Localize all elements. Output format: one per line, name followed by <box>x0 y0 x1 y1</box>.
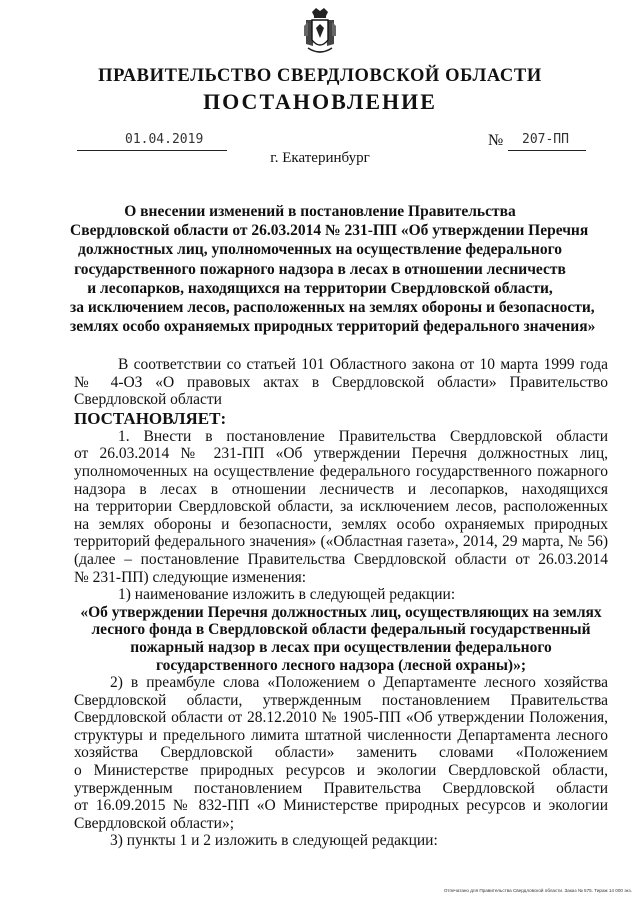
coat-of-arms-icon <box>300 6 340 56</box>
title-line: О внесении изменений в постановление Правительства <box>124 203 516 220</box>
subitem-2-line: Свердловской области»; <box>74 814 235 832</box>
document-type: ПОСТАНОВЛЕНИЕ <box>203 89 437 114</box>
subitem-2-line: о Министерстве природных ресурсов и экологии Свердловской области, <box>74 762 608 780</box>
document-number: 207-ПП <box>522 132 569 147</box>
title-line: землях особо охраняемых природных территорий федерального значения» <box>70 318 596 336</box>
title-line: государственного пожарного надзора в лесах в отношении лесничеств <box>74 260 566 278</box>
title-line: и лесопарков, находящихся на территории Свердловской области, <box>87 279 553 297</box>
number-sign: № <box>488 132 504 149</box>
subitem-1: 1) наименование изложить в следующей редакции: <box>118 586 456 604</box>
subitem-3: 3) пункты 1 и 2 изложить в следующей редакции: <box>110 832 438 850</box>
quote-line: государственного лесного надзора (лесной охраны)»; <box>155 656 527 674</box>
subitem-2-line: от 16.09.2015 № 832-ПП «О Министерстве природных ресурсов и экологии <box>74 797 608 815</box>
subitem-2-line: утвержденным постановлением Правительства Свердловской области <box>74 779 608 797</box>
quote-line: лесного фонда в Свердловской области федеральный государственный <box>91 621 591 639</box>
paragraph-line: на территории Свердловской области, за исключением лесов, расположенных <box>74 498 608 516</box>
paragraph-line: № 231-ПП) следующие изменения: <box>74 568 307 586</box>
title-line: Свердловской области от 26.03.2014 № 231-ПП «Об утверждении Перечня <box>70 222 589 240</box>
paragraph-line: от 26.03.2014 № 231-ПП «Об утверждении Перечня должностных лиц, <box>74 445 608 463</box>
paragraph-line: 1. Внести в постановление Правительства Свердловской области <box>118 427 608 445</box>
government-name: ПРАВИТЕЛЬСТВО СВЕРДЛОВСКОЙ ОБЛАСТИ <box>98 66 542 86</box>
intro-line: № 4-ОЗ «О правовых актах в Свердловской области» Правительство <box>74 373 608 391</box>
city: г. Екатеринбург <box>270 150 370 166</box>
subitem-2-line: хозяйства Свердловской области» заменить словами «Положением <box>74 744 608 762</box>
paragraph-line: (далее – постановление Правительства Свердловской области от 26.03.2014 <box>74 550 608 568</box>
resolves-heading: ПОСТАНОВЛЯЕТ: <box>74 408 227 428</box>
title-line: должностных лиц, уполномоченных на осуществление федерального <box>77 241 563 259</box>
subitem-2-line: структуры и предельного лимита штатной численности Департамента лесного <box>74 726 608 744</box>
subitem-2-line: Свердловской области от 28.12.2010 № 1905-ПП «Об утверждении Положения, <box>74 709 608 727</box>
paragraph-line: надзора в лесах в отношении лесничеств и лесопарков, находящихся <box>74 480 608 498</box>
quote-line: пожарный надзор в лесах при осуществлении федерального <box>130 638 552 656</box>
document-title <box>70 202 596 336</box>
quote-line: «Об утверждении Перечня должностных лиц, осуществляющих на землях <box>80 603 602 621</box>
document-date: 01.04.2019 <box>125 132 204 147</box>
paragraph-line: на землях обороны и безопасности, землях особо охраняемых природных <box>74 515 608 533</box>
print-footer: Отпечатано для Правительства Свердловской области. Заказ № 575. Тираж 14 000 экз. <box>443 888 632 893</box>
paragraph-line: территорий федерального значения» («Областная газета», 2014, 29 марта, № 56) <box>74 533 608 551</box>
title-line: за исключением лесов, расположенных на землях обороны и безопасности, <box>70 299 595 317</box>
subitem-2-line: 2) в преамбуле слова «Положением о Департаменте лесного хозяйства <box>110 674 608 692</box>
intro-line: В соответствии со статьей 101 Областного закона от 10 марта 1999 года <box>118 356 608 373</box>
intro-line: Свердловской области <box>74 391 222 409</box>
document-body <box>74 356 608 850</box>
paragraph-line: уполномоченных на осуществление федерального государственного пожарного <box>74 462 608 480</box>
subitem-2-line: Свердловской области, утвержденным постановлением Правительства <box>74 691 608 709</box>
